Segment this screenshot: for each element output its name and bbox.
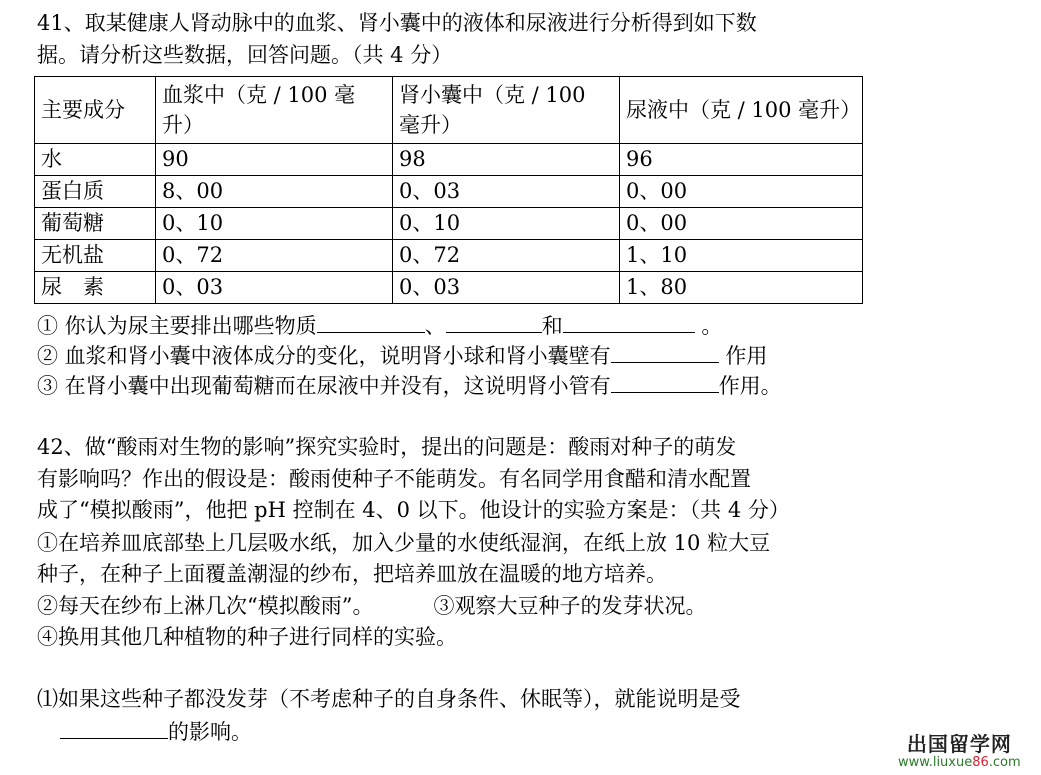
answer-blank[interactable]	[611, 340, 719, 363]
q41-question-3	[37, 370, 782, 401]
q41-q1-end: 。	[694, 314, 723, 338]
table-cell: 0、72	[156, 240, 393, 272]
q42-sub1-line1: ⑴如果这些种子都没发芽（不考虑种子的自身条件、休眠等），就能说明是受	[37, 687, 741, 711]
table-cell: 0、00	[620, 208, 863, 240]
q42-line6	[37, 591, 706, 621]
table-cell: 0、00	[620, 176, 863, 208]
composition-table	[34, 76, 863, 304]
q42-sub1-line2	[60, 716, 252, 747]
table-cell: 0、10	[393, 208, 620, 240]
table-cell: 96	[620, 144, 863, 176]
table-cell: 98	[393, 144, 620, 176]
q41-q3-prefix: ③ 在肾小囊中出现葡萄糖而在尿液中并没有，这说明肾小管有	[37, 374, 611, 398]
q42-line1: 42、做“酸雨对生物的影响”探究实验时，提出的问题是：酸雨对种子的萌发	[37, 435, 737, 459]
watermark-url-highlight: 86	[972, 755, 989, 770]
answer-blank[interactable]	[317, 310, 425, 333]
header-cell: 主要成分	[35, 77, 156, 144]
q42-sub1-end: 的影响。	[168, 720, 252, 744]
header-cell: 肾小囊中（克 / 100 毫升）	[393, 77, 620, 144]
q41-question-2	[37, 340, 767, 371]
table-cell: 0、10	[156, 208, 393, 240]
table-cell: 0、72	[393, 240, 620, 272]
table-cell: 尿 素	[35, 272, 156, 304]
table-cell: 0、03	[156, 272, 393, 304]
table-row	[35, 240, 863, 272]
watermark-url	[898, 755, 1021, 771]
header-cell: 血浆中（克 / 100 毫升）	[156, 77, 393, 144]
table-header-row	[35, 77, 863, 144]
q42-line3: 成了“模拟酸雨”，他把 pH 控制在 4、0 以下。他设计的实验方案是：（共 4 分）	[37, 498, 790, 522]
q41-q1-prefix: ① 你认为尿主要排出哪些物质	[37, 314, 317, 338]
watermark-title: 出国留学网	[906, 732, 1012, 756]
table-row	[35, 176, 863, 208]
q42-step2: ②每天在纱布上淋几次“模拟酸雨”。	[37, 594, 374, 618]
table-row	[35, 272, 863, 304]
q41-intro-line2: 据。请分析这些数据，回答问题。（共 4 分）	[37, 43, 453, 67]
table-cell: 1、80	[620, 272, 863, 304]
q42-line5: 种子，在种子上面覆盖潮湿的纱布，把培养皿放在温暖的地方培养。	[37, 562, 667, 586]
q42-line4: ①在培养皿底部垫上几层吸水纸，加入少量的水使纸湿润，在纸上放 10 粒大豆	[37, 531, 771, 555]
watermark-url-prefix: www.liuxue	[898, 755, 973, 770]
table-cell: 无机盐	[35, 240, 156, 272]
answer-blank[interactable]	[60, 716, 168, 739]
table-cell: 蛋白质	[35, 176, 156, 208]
q41-intro-line1: 41、取某健康人肾动脉中的血浆、肾小囊中的液体和尿液进行分析得到如下数	[37, 11, 757, 35]
q41-q1-sep1: 、	[424, 314, 446, 338]
header-cell: 尿液中（克 / 100 毫升）	[620, 77, 863, 144]
q41-q2-end: 作用	[718, 344, 768, 368]
q42-line7: ④换用其他几种植物的种子进行同样的实验。	[37, 625, 457, 649]
table-row	[35, 208, 863, 240]
q41-q2-prefix: ② 血浆和肾小囊中液体成分的变化，说明肾小球和肾小囊壁有	[37, 344, 611, 368]
table-cell: 1、10	[620, 240, 863, 272]
q41-question-1	[37, 310, 722, 341]
answer-blank[interactable]	[611, 370, 719, 393]
site-watermark	[898, 733, 1021, 771]
table-row	[35, 144, 863, 176]
table-cell: 葡萄糖	[35, 208, 156, 240]
table-cell: 水	[35, 144, 156, 176]
table-cell: 8、00	[156, 176, 393, 208]
q42-step3: ③观察大豆种子的发芽状况。	[433, 594, 707, 618]
q41-q3-end: 作用。	[718, 374, 782, 398]
q41-q1-sep2: 和	[541, 314, 563, 338]
answer-blank[interactable]	[446, 310, 542, 333]
table-cell: 0、03	[393, 176, 620, 208]
table-cell: 90	[156, 144, 393, 176]
q42-line2: 有影响吗？作出的假设是：酸雨使种子不能萌发。有名同学用食醋和清水配置	[37, 467, 751, 491]
table-cell: 0、03	[393, 272, 620, 304]
answer-blank[interactable]	[563, 310, 695, 333]
watermark-url-suffix: .com	[988, 755, 1021, 770]
